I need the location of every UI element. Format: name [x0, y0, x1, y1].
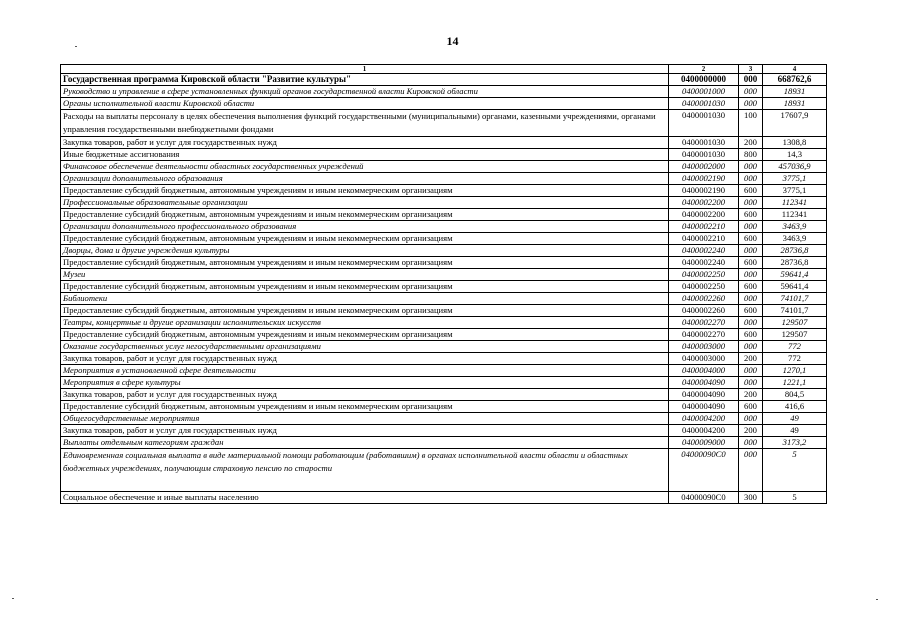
row-code: 0400002200 [669, 197, 739, 209]
row-code: 0400004200 [669, 413, 739, 425]
row-expense-type: 800 [739, 149, 763, 161]
row-amount: 3775,1 [763, 173, 827, 185]
table-row [61, 149, 827, 161]
row-name: Закупка товаров, работ и услуг для государственных нужд [61, 389, 669, 401]
row-code: 0400002260 [669, 293, 739, 305]
row-code: 0400000000 [669, 74, 739, 86]
row-name: Предоставление субсидий бюджетным, автономным учреждениям и иным некоммерческим организациям [61, 305, 669, 317]
row-code: 0400004000 [669, 365, 739, 377]
row-amount: 59641,4 [763, 269, 827, 281]
table-row [61, 317, 827, 329]
row-amount: 3775,1 [763, 185, 827, 197]
table-row [61, 245, 827, 257]
row-amount: 18931 [763, 86, 827, 98]
row-amount: 5 [763, 449, 827, 492]
table-row [61, 401, 827, 413]
table-row [61, 437, 827, 449]
row-name: Единовременная социальная выплата в виде материальной помощи работающим (работавшим) в органах исполнительной власти области и областных бюджетных учреждениях, получающим страховую пенсию по старости [61, 449, 669, 492]
scan-speck [876, 599, 878, 600]
row-expense-type: 000 [739, 245, 763, 257]
scan-speck [12, 598, 14, 599]
header-col-1: 1 [61, 65, 669, 74]
page-number: 14 [446, 34, 459, 48]
row-amount: 59641,4 [763, 281, 827, 293]
row-amount: 668762,6 [763, 74, 827, 86]
row-code: 0400002190 [669, 173, 739, 185]
row-code: 0400001030 [669, 110, 739, 137]
table-row [61, 110, 827, 137]
row-amount: 1270,1 [763, 365, 827, 377]
row-expense-type: 000 [739, 437, 763, 449]
row-amount: 49 [763, 413, 827, 425]
row-name: Социальное обеспечение и иные выплаты населению [61, 492, 669, 504]
row-name: Финансовое обеспечение деятельности областных государственных учреждений [61, 161, 669, 173]
row-code: 0400002240 [669, 257, 739, 269]
table-row [61, 341, 827, 353]
row-expense-type: 200 [739, 389, 763, 401]
row-name: Руководство и управление в сфере установленных функций органов государственной власти Кировской области [61, 86, 669, 98]
row-name: Предоставление субсидий бюджетным, автономным учреждениям и иным некоммерческим организациям [61, 281, 669, 293]
row-code: 0400009000 [669, 437, 739, 449]
row-code: 0400004090 [669, 377, 739, 389]
row-amount: 5 [763, 492, 827, 504]
row-code: 0400004200 [669, 425, 739, 437]
table-row [61, 389, 827, 401]
row-code: 0400001030 [669, 98, 739, 110]
row-expense-type: 000 [739, 86, 763, 98]
table-row [61, 185, 827, 197]
row-amount: 28736,8 [763, 245, 827, 257]
row-amount: 49 [763, 425, 827, 437]
row-expense-type: 600 [739, 401, 763, 413]
row-expense-type: 000 [739, 293, 763, 305]
row-name: Предоставление субсидий бюджетным, автономным учреждениям и иным некоммерческим организациям [61, 257, 669, 269]
table-row [61, 209, 827, 221]
row-expense-type: 000 [739, 221, 763, 233]
row-name: Предоставление субсидий бюджетным, автономным учреждениям и иным некоммерческим организациям [61, 185, 669, 197]
row-expense-type: 200 [739, 425, 763, 437]
row-amount: 772 [763, 341, 827, 353]
row-expense-type: 000 [739, 365, 763, 377]
table-row [61, 86, 827, 98]
header-col-3: 3 [739, 65, 763, 74]
row-expense-type: 200 [739, 137, 763, 149]
row-expense-type: 600 [739, 281, 763, 293]
row-amount: 804,5 [763, 389, 827, 401]
table-row [61, 197, 827, 209]
table-row [61, 257, 827, 269]
row-name: Музеи [61, 269, 669, 281]
row-name: Дворцы, дома и другие учреждения культуры [61, 245, 669, 257]
row-code: 0400003000 [669, 341, 739, 353]
row-code: 0400002250 [669, 269, 739, 281]
row-code: 0400002250 [669, 281, 739, 293]
row-amount: 74101,7 [763, 305, 827, 317]
row-amount: 112341 [763, 197, 827, 209]
row-expense-type: 000 [739, 98, 763, 110]
table-row [61, 353, 827, 365]
scan-speck [75, 46, 77, 47]
row-code: 0400002200 [669, 209, 739, 221]
header-col-2: 2 [669, 65, 739, 74]
row-name: Расходы на выплаты персоналу в целях обеспечения выполнения функций государственными (муниципальными) органами, казенными учреждениями, органами управления государственными внебюджетными фондами [61, 110, 669, 137]
row-expense-type: 200 [739, 353, 763, 365]
row-name: Выплаты отдельным категориям граждан [61, 437, 669, 449]
table-row [61, 161, 827, 173]
row-name: Предоставление субсидий бюджетным, автономным учреждениям и иным некоммерческим организациям [61, 329, 669, 341]
row-amount: 772 [763, 353, 827, 365]
row-amount: 416,6 [763, 401, 827, 413]
row-expense-type: 600 [739, 233, 763, 245]
row-code: 0400002270 [669, 329, 739, 341]
row-code: 0400004090 [669, 389, 739, 401]
row-code: 0400002000 [669, 161, 739, 173]
row-name: Библиотеки [61, 293, 669, 305]
row-name: Закупка товаров, работ и услуг для государственных нужд [61, 425, 669, 437]
row-amount: 3463,9 [763, 233, 827, 245]
row-name: Мероприятия в сфере культуры [61, 377, 669, 389]
row-amount: 18931 [763, 98, 827, 110]
table-row [61, 137, 827, 149]
row-expense-type: 600 [739, 209, 763, 221]
row-name: Органы исполнительной власти Кировской области [61, 98, 669, 110]
table-row [61, 233, 827, 245]
row-code: 0400004090 [669, 401, 739, 413]
row-code: 0400001030 [669, 137, 739, 149]
row-name: Закупка товаров, работ и услуг для государственных нужд [61, 137, 669, 149]
row-expense-type: 000 [739, 413, 763, 425]
row-amount: 457036,9 [763, 161, 827, 173]
row-expense-type: 000 [739, 161, 763, 173]
row-expense-type: 000 [739, 341, 763, 353]
table-row [61, 293, 827, 305]
row-name: Организации дополнительного образования [61, 173, 669, 185]
row-amount: 14,3 [763, 149, 827, 161]
table-row [61, 74, 827, 86]
row-amount: 28736,8 [763, 257, 827, 269]
row-name: Профессиональные образовательные организации [61, 197, 669, 209]
row-amount: 3173,2 [763, 437, 827, 449]
row-expense-type: 100 [739, 110, 763, 137]
row-expense-type: 600 [739, 185, 763, 197]
row-name: Закупка товаров, работ и услуг для государственных нужд [61, 353, 669, 365]
row-code: 0400002260 [669, 305, 739, 317]
table-row [61, 365, 827, 377]
table-row [61, 305, 827, 317]
row-name: Предоставление субсидий бюджетным, автономным учреждениям и иным некоммерческим организациям [61, 401, 669, 413]
row-name: Мероприятия в установленной сфере деятельности [61, 365, 669, 377]
table-row [61, 425, 827, 437]
row-code: 0400002210 [669, 221, 739, 233]
row-expense-type: 000 [739, 317, 763, 329]
row-expense-type: 300 [739, 492, 763, 504]
row-expense-type: 000 [739, 197, 763, 209]
row-code: 0400001000 [669, 86, 739, 98]
row-expense-type: 000 [739, 74, 763, 86]
row-code: 0400001030 [669, 149, 739, 161]
row-name: Иные бюджетные ассигнования [61, 149, 669, 161]
row-expense-type: 000 [739, 449, 763, 492]
row-code: 04000090С0 [669, 492, 739, 504]
row-name: Оказание государственных услуг негосударственными организациями [61, 341, 669, 353]
row-expense-type: 600 [739, 257, 763, 269]
row-expense-type: 600 [739, 305, 763, 317]
header-col-4: 4 [763, 65, 827, 74]
row-name: Театры, концертные и другие организации исполнительских искусств [61, 317, 669, 329]
row-name: Государственная программа Кировской области "Развитие культуры" [61, 74, 669, 86]
row-code: 04000090С0 [669, 449, 739, 492]
row-code: 0400002270 [669, 317, 739, 329]
table-row [61, 413, 827, 425]
table-row [61, 377, 827, 389]
table-row [61, 492, 827, 504]
row-amount: 1308,8 [763, 137, 827, 149]
budget-table [60, 64, 827, 504]
table-row [61, 449, 827, 492]
row-expense-type: 000 [739, 377, 763, 389]
row-name: Предоставление субсидий бюджетным, автономным учреждениям и иным некоммерческим организациям [61, 233, 669, 245]
row-name: Общегосударственные мероприятия [61, 413, 669, 425]
row-expense-type: 000 [739, 269, 763, 281]
row-amount: 129507 [763, 329, 827, 341]
row-amount: 112341 [763, 209, 827, 221]
row-code: 0400002240 [669, 245, 739, 257]
table-row [61, 98, 827, 110]
table-header-row [61, 65, 827, 74]
table-row [61, 221, 827, 233]
table-row [61, 329, 827, 341]
row-amount: 17607,9 [763, 110, 827, 137]
row-expense-type: 000 [739, 173, 763, 185]
row-amount: 1221,1 [763, 377, 827, 389]
row-amount: 74101,7 [763, 293, 827, 305]
row-code: 0400003000 [669, 353, 739, 365]
row-expense-type: 600 [739, 329, 763, 341]
row-name: Организации дополнительного профессионального образования [61, 221, 669, 233]
row-name: Предоставление субсидий бюджетным, автономным учреждениям и иным некоммерческим организациям [61, 209, 669, 221]
table-row [61, 269, 827, 281]
table-row [61, 281, 827, 293]
row-amount: 3463,9 [763, 221, 827, 233]
table-row [61, 173, 827, 185]
row-code: 0400002210 [669, 233, 739, 245]
row-code: 0400002190 [669, 185, 739, 197]
row-amount: 129507 [763, 317, 827, 329]
